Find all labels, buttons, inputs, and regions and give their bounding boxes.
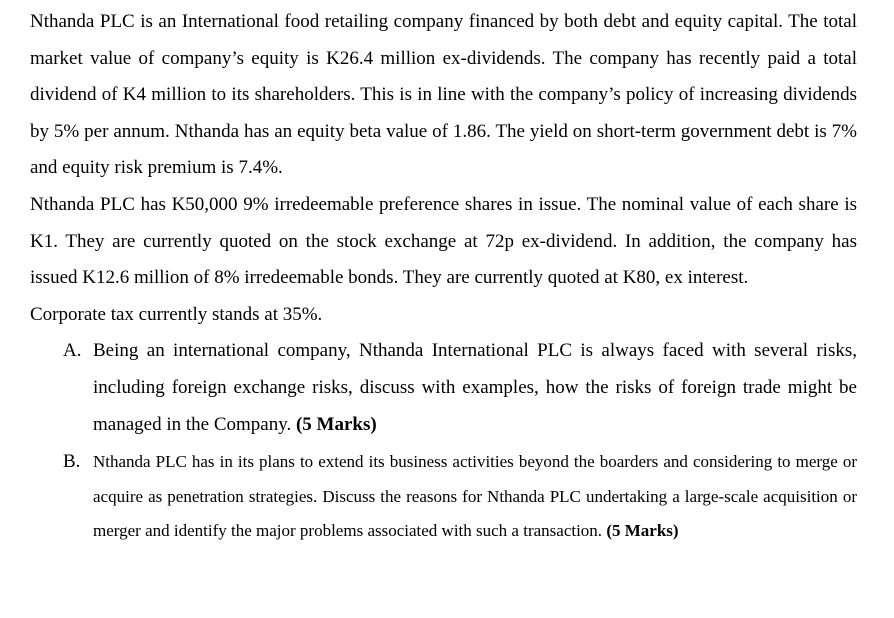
question-marker: A. xyxy=(63,340,82,362)
question-item-a xyxy=(30,333,857,443)
paragraph-corporate-tax: Corporate tax currently stands at 35%. xyxy=(30,303,323,325)
question-marks: (5 Marks) xyxy=(295,413,377,435)
document-page xyxy=(30,4,857,549)
paragraph-company-background: Nthanda PLC is an International food retailing company financed by both debt and equity capital. The total market value of company’s equity is K26.4 million ex-dividends. The company has recently paid a total dividend of K4 million to its shareholders. This is in line with the company’s policy of increasing dividends by 5% per annum. Nthanda has an equity beta value of 1.86. The yield on short-term government debt is 7% and equity risk premium is 7.4%. xyxy=(30,11,857,179)
question-marks: (5 Marks) xyxy=(606,521,679,541)
question-marker: B. xyxy=(63,451,81,473)
paragraph-preference-shares-bonds: Nthanda PLC has K50,000 9% irredeemable preference shares in issue. The nominal value of each share is K1. They are currently quoted on the stock exchange at 72p ex-dividend. In addition, the company has issued K12.6 million of 8% irredeemable bonds. They are currently quoted at K80, ex interest. xyxy=(30,193,857,289)
question-list xyxy=(30,333,857,548)
question-text: Nthanda PLC has in its plans to extend its business activities beyond the boarders and considering to merge or acquire as penetration strategies. Discuss the reasons for Nthanda PLC undertaking a large-scale acquisition or merger and identify the major problems associated with such a transaction. xyxy=(93,452,857,541)
question-text: Being an international company, Nthanda International PLC is always faced with several risks, including foreign exchange risks, discuss with examples, how the risks of foreign trade might be managed in the Company. xyxy=(93,340,857,435)
question-item-b xyxy=(30,445,857,549)
